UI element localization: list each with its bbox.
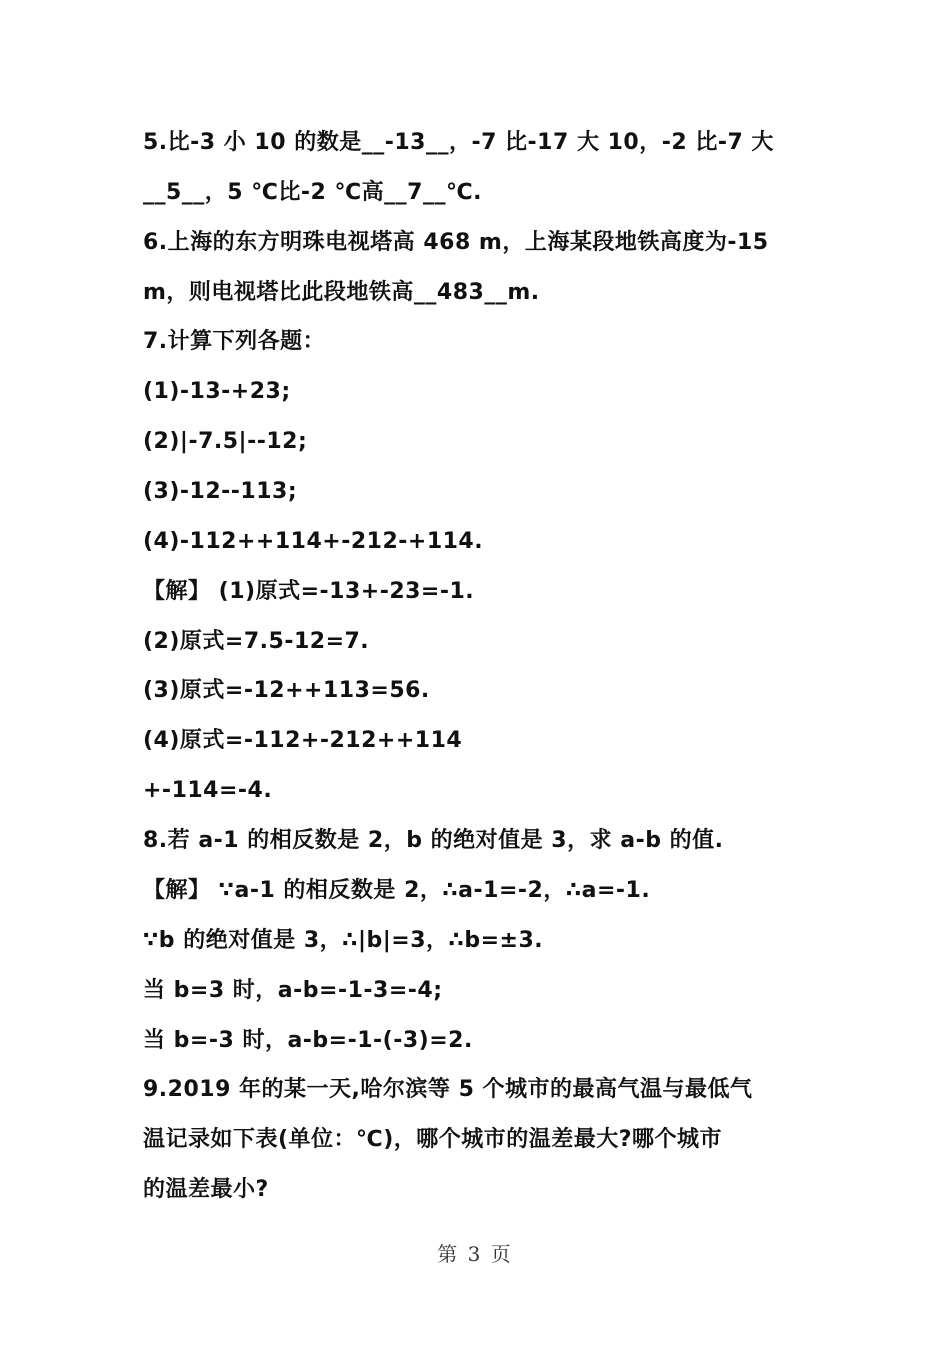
page-number: 第 3 页 <box>437 1242 513 1266</box>
text-line-q7-item3: (3)-12--113; <box>143 479 298 504</box>
text-line-q8-question: 8.若 a-1 的相反数是 2，b 的绝对值是 3，求 a-b 的值. <box>143 828 724 853</box>
text-line-q8-solution4: 当 b=-3 时，a-b=-1-(-3)=2. <box>143 1028 473 1053</box>
text-line-q8-solution1: 【解】 ∵a-1 的相反数是 2，∴a-1=-2，∴a=-1. <box>143 878 651 903</box>
text-line-q8-solution3: 当 b=3 时，a-b=-1-3=-4; <box>143 978 443 1003</box>
text-line-q6-part1: 6.上海的东方明珠电视塔高 468 m，上海某段地铁高度为-15 <box>143 230 769 255</box>
text-line-q7-solution3: (3)原式=-12++113=56. <box>143 678 430 703</box>
text-line-q9-part3: 的温差最小? <box>143 1177 269 1202</box>
text-line-q5-part2: __5__，5 ℃比-2 ℃高__7__℃. <box>143 180 482 205</box>
text-line-q7-solution1: 【解】 (1)原式=-13+-23=-1. <box>143 579 475 604</box>
text-line-q9-part1: 9.2019 年的某一天,哈尔滨等 5 个城市的最高气温与最低气 <box>143 1077 753 1102</box>
text-line-q9-part2: 温记录如下表(单位：℃)，哪个城市的温差最大?哪个城市 <box>143 1127 723 1152</box>
text-line-q7-item1: (1)-13-+23; <box>143 379 291 404</box>
text-line-q6-part2: m，则电视塔比此段地铁高__483__m. <box>143 280 540 305</box>
text-line-q7-solution4b: +-114=-4. <box>143 778 273 803</box>
text-line-q7-title: 7.计算下列各题： <box>143 329 326 354</box>
text-line-q8-solution2: ∵b 的绝对值是 3，∴|b|=3，∴b=±3. <box>143 928 544 953</box>
text-line-q7-solution4a: (4)原式=-112+-212++114 <box>143 728 463 753</box>
text-line-q7-item2: (2)|-7.5|--12; <box>143 429 308 454</box>
text-line-q7-solution2: (2)原式=7.5-12=7. <box>143 629 370 654</box>
text-line-q5-part1: 5.比-3 小 10 的数是__-13__，-7 比-17 大 10，-2 比-7 大 <box>143 130 774 155</box>
text-line-q7-item4: (4)-112++114+-212-+114. <box>143 529 484 554</box>
